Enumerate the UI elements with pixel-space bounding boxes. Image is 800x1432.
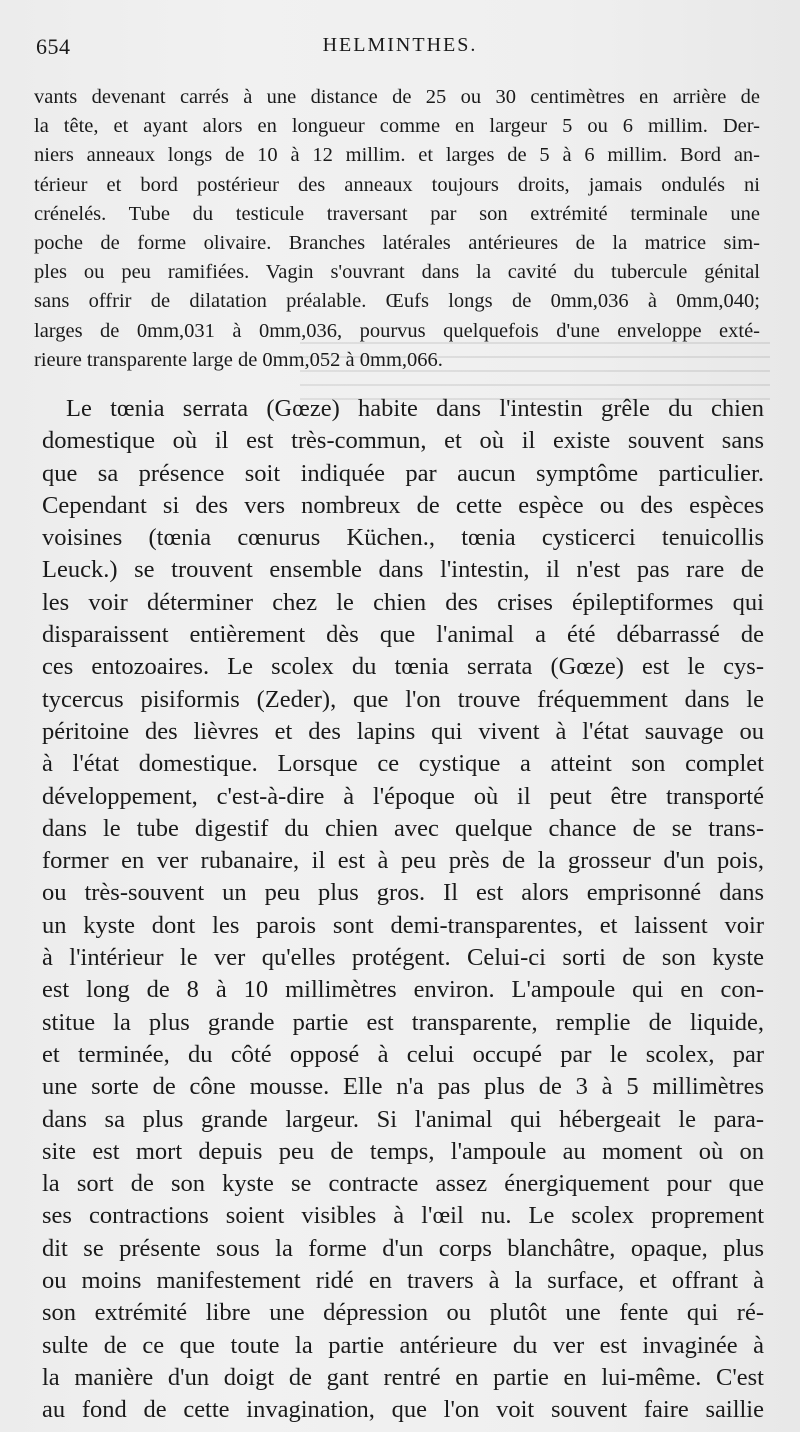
- body-line: Leuck.) se trouvent ensemble dans l'intestin, il n'est pas rare de: [42, 556, 764, 584]
- body-line: que sa présence soit indiquée par aucun symptôme particulier.: [42, 459, 764, 487]
- body-line: son extrémité libre une dépression ou plutôt une fente qui ré-: [42, 1299, 764, 1327]
- body-line: Le tœnia serrata (Gœze) habite dans l'intestin grêle du chien: [66, 395, 764, 422]
- notes-line: poche de forme olivaire. Branches latérales antérieures de la matrice sim-: [34, 231, 760, 254]
- body-line: ces entozoaires. Le scolex du tœnia serrata (Gœze) est le cys-: [42, 653, 764, 681]
- body-line: les voir déterminer chez le chien des crises épileptiformes qui: [42, 588, 764, 616]
- notes-line: la tête, et ayant alors en longueur comme en largeur 5 ou 6 millim. Der-: [34, 115, 760, 138]
- notes-line: vants devenant carrés à une distance de 25 ou 30 centimètres en arrière de: [34, 86, 760, 108]
- body-line: ou moins manifestement ridé en travers à la surface, et offrant à: [42, 1267, 764, 1295]
- body-line: former en ver rubanaire, il est à peu près de la grosseur d'un pois,: [42, 847, 764, 875]
- body-line: développement, c'est-à-dire à l'époque où il peut être transporté: [42, 782, 764, 810]
- body-line: la sort de son kyste se contracte assez énergiquement pour que: [42, 1170, 764, 1198]
- notes-line: ples ou peu ramifiées. Vagin s'ouvrant dans la cavité du tubercule génital: [34, 261, 760, 284]
- body-line: Cependant si des vers nombreux de cette espèce ou des espèces: [42, 491, 764, 519]
- notes-line: larges de 0mm,031 à 0mm,036, pourvus quelquefois d'une enveloppe exté-: [34, 319, 760, 342]
- notes-line: niers anneaux longs de 10 à 12 millim. et larges de 5 à 6 millim. Bord an-: [34, 144, 760, 167]
- body-line: au fond de cette invagination, que l'on voit souvent faire saillie: [42, 1396, 764, 1424]
- body-line: la manière d'un doigt de gant rentré en partie en lui-même. C'est: [42, 1363, 764, 1391]
- running-head: HELMINTHES.: [322, 34, 478, 56]
- notes-line: crénelés. Tube du testicule traversant par son extrémité terminale une: [34, 202, 760, 225]
- small-print-notes: [34, 83, 760, 375]
- body-line: voisines (tœnia cœnurus Küchen., tœnia cysticerci tenuicollis: [42, 524, 764, 552]
- body-line: site est mort depuis peu de temps, l'ampoule au moment où on: [42, 1137, 764, 1165]
- body-line: disparaissent entièrement dès que l'animal a été débarrassé de: [42, 621, 764, 649]
- body-line: stitue la plus grande partie est transparente, remplie de liquide,: [42, 1008, 764, 1036]
- body-line: à l'intérieur le ver qu'elles protégent. Celui-ci sorti de son kyste: [42, 944, 764, 972]
- notes-line: térieur et bord postérieur des anneaux toujours droits, jamais ondulés ni: [34, 173, 760, 196]
- body-line: péritoine des lièvres et des lapins qui vivent à l'état sauvage ou: [42, 717, 764, 745]
- notes-line: rieure transparente large de 0mm,052 à 0mm,066.: [34, 348, 443, 371]
- body-line: dans sa plus grande largeur. Si l'animal qui hébergeait le para-: [42, 1105, 764, 1133]
- body-line: domestique où il est très-commun, et où il existe souvent sans: [42, 427, 764, 455]
- body-line: ses contractions soient visibles à l'œil nu. Le scolex proprement: [42, 1202, 764, 1230]
- body-line: sulte de ce que toute la partie antérieure du ver est invaginée à: [42, 1331, 764, 1359]
- body-line: et terminée, du côté opposé à celui occupé par le scolex, par: [42, 1040, 764, 1068]
- notes-line: sans offrir de dilatation préalable. Œufs longs de 0mm,036 à 0mm,040;: [34, 290, 760, 313]
- body-line: dit se présente sous la forme d'un corps blanchâtre, opaque, plus: [42, 1234, 764, 1262]
- body-line: une sorte de cône mousse. Elle n'a pas plus de 3 à 5 millimètres: [42, 1073, 764, 1101]
- body-line: ou très-souvent un peu plus gros. Il est alors emprisonné dans: [42, 879, 764, 907]
- body-line: tycercus pisiformis (Zeder), que l'on trouve fréquemment dans le: [42, 685, 764, 713]
- body-line: est long de 8 à 10 millimètres environ. L'ampoule qui en con-: [42, 976, 764, 1004]
- main-paragraph: [42, 393, 764, 1427]
- body-line: un kyste dont les parois sont demi-transparentes, et laissent voir: [42, 911, 764, 939]
- body-line: à l'état domestique. Lorsque ce cystique a atteint son complet: [42, 750, 764, 778]
- body-line: dans le tube digestif du chien avec quelque chance de se trans-: [42, 814, 764, 842]
- page-number: 654: [36, 34, 71, 59]
